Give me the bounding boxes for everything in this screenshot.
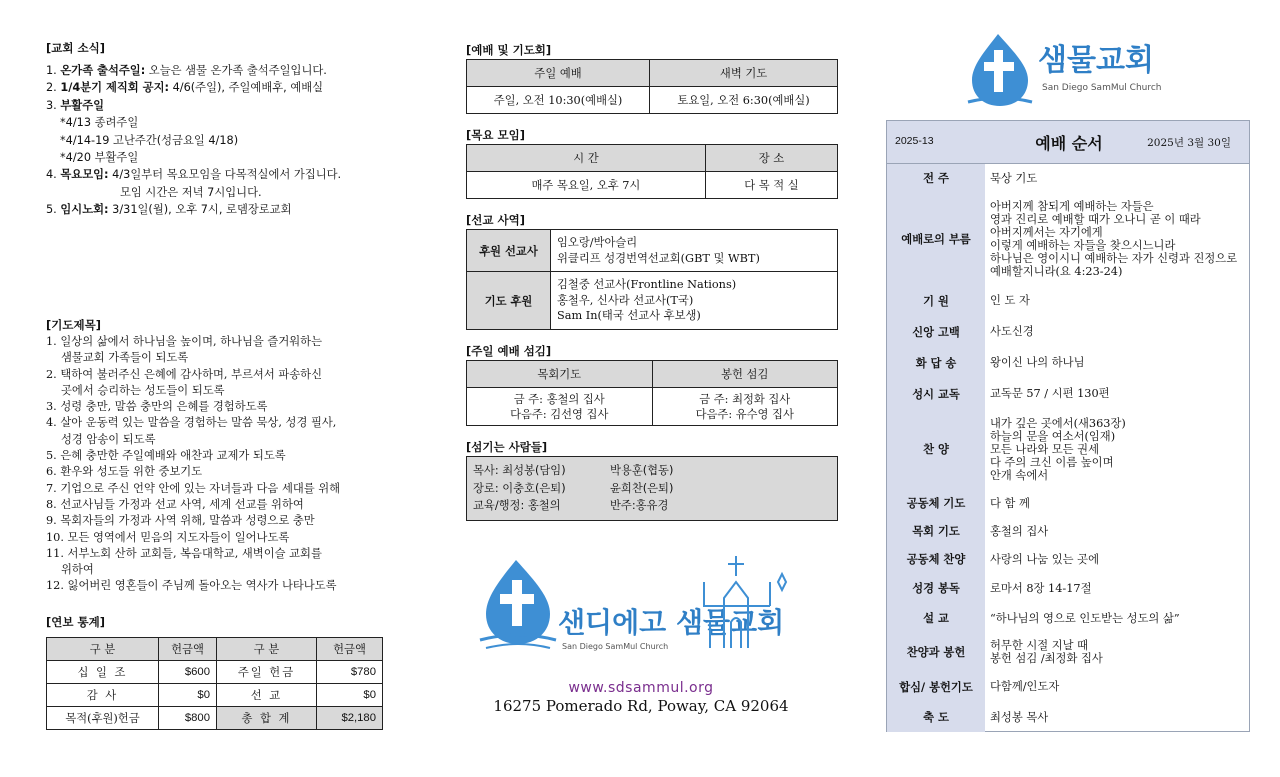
table-row — [467, 87, 838, 114]
prayer-item: 10. 모든 영역에서 믿음의 지도자들이 일어나도록 — [46, 530, 290, 544]
table-header: 헌금액 — [159, 638, 217, 661]
order-row — [887, 517, 1249, 545]
news-item: 3. 부활주일 — [46, 98, 105, 112]
logo-korean-text: 샘물교회 — [1038, 43, 1154, 78]
news-item: 4. 목요모임: 4/3일부터 목요모임을 다목적실에서 가집니다. — [46, 168, 342, 182]
prayer-heading: [기도제목] — [46, 318, 101, 332]
order-row — [887, 545, 1249, 573]
news-item-cont: 모임 시간은 저녁 7시입니다. — [120, 185, 262, 199]
order-value: 묵상 기도 — [990, 171, 1038, 185]
list-item: 목사: 최성봉(담임) 박용훈(협동) — [473, 464, 674, 477]
table-row — [467, 172, 838, 199]
prayer-item-cont: 곳에서 승리하는 성도들이 되도록 — [61, 383, 225, 397]
table-cell: $800 — [159, 707, 217, 730]
offering-heading: [연보 통계] — [46, 615, 105, 629]
order-label: 성경 봉독 — [887, 573, 985, 603]
news-item: 2. 1/4분기 제직회 공지: 4/6(주일), 주일예배후, 예배실 — [46, 81, 324, 95]
table-row — [467, 230, 838, 272]
order-value: 내가 깊은 곳에서(새363장) 하늘의 문을 여소서(임재) 모든 나라와 모든 권세 다 주의 크신 이름 높이며 안개 속에서 — [990, 416, 1126, 482]
prayer-item: 11. 서부노회 산하 교회들, 복음대학교, 새벽이슬 교회를 — [46, 546, 322, 560]
order-value: 사도신경 — [990, 325, 1034, 338]
logo-korean-text: 샌디에고 샘물교회 — [558, 606, 785, 639]
prayer-support-line: 홍철우, 신사라 선교사(T국) — [557, 293, 694, 307]
order-value: 로마서 8장 14-17절 — [990, 581, 1092, 595]
order-label: 축 도 — [887, 702, 985, 732]
order-row — [887, 633, 1249, 671]
order-row — [887, 573, 1249, 603]
table-header: 헌금액 — [317, 638, 383, 661]
church-address: 16275 Pomerado Rd, Poway, CA 92064 — [493, 697, 789, 715]
offering-section — [46, 614, 383, 730]
table-row — [47, 707, 383, 730]
table-header: 장 소 — [705, 145, 837, 172]
table-cell: $0 — [159, 684, 217, 707]
logo-english-text: San Diego SamMul Church — [562, 642, 669, 651]
table-cell: 금 주: 홍철의 집사 다음주: 김선영 집사 — [467, 388, 653, 426]
order-label: 목회 기도 — [887, 517, 985, 545]
table-cell: 감 사 — [47, 684, 159, 707]
sunday-service-table — [466, 360, 838, 426]
order-value: 다함께/인도자 — [990, 680, 1060, 693]
prayer-support-line: Sam In(태국 선교사 후보생) — [557, 309, 701, 323]
website-link[interactable]: www.sdsammul.org — [568, 680, 714, 696]
table-header: 새벽 기도 — [650, 60, 838, 87]
table-header: 목회기도 — [467, 361, 653, 388]
easter-sub-item: *4/20 부활주일 — [60, 151, 139, 165]
prayer-support-label: 기도 후원 — [467, 272, 551, 330]
prayer-item-cont: 샘물교회 가족들이 되도록 — [61, 351, 189, 365]
easter-sub-item: *4/14-19 고난주간(성금요일 4/18) — [60, 133, 239, 147]
order-value: 허무한 시절 지날 때 봉헌 섬김 /최정화 집사 — [990, 639, 1103, 665]
news-item: 5. 임시노회: 3/31일(월), 오후 7시, 로뎀장로교회 — [46, 203, 292, 217]
table-cell: $0 — [317, 684, 383, 707]
order-label: 찬양과 봉헌 — [887, 633, 985, 671]
news-item: 1. 온가족 출석주일: 오늘은 샘물 온가족 출석주일입니다. — [46, 64, 327, 77]
table-cell: $2,180 — [317, 707, 383, 730]
table-header: 구 분 — [47, 638, 159, 661]
order-row — [887, 347, 1249, 378]
table-cell: 주일 헌금 — [217, 661, 317, 684]
water-drop-cross-icon — [480, 560, 556, 648]
prayer-item: 4. 살아 운동력 있는 말씀을 경험하는 말씀 묵상, 성경 필사, — [46, 416, 337, 430]
table-row — [47, 684, 383, 707]
order-value: 최성봉 목사 — [990, 710, 1049, 724]
order-row — [887, 489, 1249, 517]
worship-order-header — [887, 121, 1249, 164]
order-row — [887, 285, 1249, 316]
table-row — [467, 60, 838, 87]
order-row — [887, 671, 1249, 702]
table-row — [47, 638, 383, 661]
order-value: 사랑의 나눔 있는 곳에 — [990, 552, 1099, 566]
order-label: 신앙 고백 — [887, 316, 985, 347]
news-heading: [교회 소식] — [46, 41, 105, 55]
order-value: “하나님의 영으로 인도받는 성도의 삶” — [990, 611, 1180, 625]
worship-order-list — [887, 164, 1249, 732]
worship-order-panel — [886, 120, 1250, 732]
thursday-table — [466, 144, 838, 199]
worship-order-title: 예배 순서 — [1035, 134, 1103, 153]
table-row — [47, 661, 383, 684]
worship-table — [466, 59, 838, 114]
order-label: 설 교 — [887, 603, 985, 633]
order-value: 교독문 57 / 시편 130편 — [990, 387, 1110, 400]
bulletin-date: 2025년 3월 30일 — [1147, 137, 1231, 149]
order-label: 공동체 찬양 — [887, 545, 985, 573]
order-label: 기 원 — [887, 285, 985, 316]
table-cell: 매주 목요일, 오후 7시 — [467, 172, 706, 199]
thursday-heading: [목요 모임] — [466, 128, 525, 142]
middle-column — [466, 42, 840, 521]
logo-english-text: San Diego SamMul Church — [1042, 83, 1162, 93]
table-cell: $600 — [159, 661, 217, 684]
prayer-item: 6. 환우와 성도들 위한 중보기도 — [46, 465, 203, 479]
left-column — [46, 40, 396, 725]
prayer-item: 12. 잃어버린 영혼들이 주님께 돌아오는 역사가 나타나도록 — [46, 579, 337, 593]
news-list — [46, 62, 396, 219]
prayer-section — [46, 317, 406, 595]
table-row — [467, 388, 838, 426]
table-cell: 주일, 오전 10:30(예배실) — [467, 87, 650, 114]
order-row — [887, 702, 1249, 732]
easter-sub-item: *4/13 종려주일 — [60, 116, 139, 130]
order-label: 화 답 송 — [887, 347, 985, 378]
table-cell: 금 주: 최정화 집사 다음주: 유수영 집사 — [652, 388, 838, 426]
table-cell: 다 목 적 실 — [705, 172, 837, 199]
order-row — [887, 192, 1249, 285]
order-value: 왕이신 나의 하나님 — [990, 356, 1085, 369]
prayer-item-cont: 성경 암송이 되도록 — [61, 432, 156, 446]
table-row — [467, 272, 838, 330]
servers-box — [466, 456, 838, 521]
order-row — [887, 409, 1249, 489]
order-value: 아버지께 참되게 예배하는 자들은 영과 진리로 예배할 때가 오나니 곧 이 때라 아버지께서는 자기에게 이렇게 예배하는 자들을 찾으시느니라 하나님은 영이시니 예배하는 자가 신령과 진정으로 예배할지니라(요 4:23-24) — [990, 199, 1238, 278]
prayer-item: 9. 목회자들의 가정과 사역 위해, 말씀과 성령으로 충만 — [46, 514, 315, 528]
table-row — [467, 361, 838, 388]
church-logo-header — [966, 30, 1196, 110]
order-label: 합심/ 봉헌기도 — [887, 671, 985, 702]
list-item: 장로: 이충호(은퇴) 윤희찬(은퇴) — [473, 481, 674, 495]
table-cell: 총 합 계 — [217, 707, 317, 730]
worship-heading: [예배 및 기도회] — [466, 43, 552, 57]
prayer-item: 8. 선교사님들 가정과 선교 사역, 세계 선교를 위하여 — [46, 497, 304, 511]
order-value: 다 함 께 — [990, 496, 1030, 510]
prayer-item: 2. 택하여 불러주신 은혜에 감사하며, 부르셔서 파송하신 — [46, 367, 322, 381]
bulletin-number: 2025-13 — [895, 135, 934, 147]
prayer-item: 5. 은혜 충만한 주일예배와 애찬과 교제가 되도록 — [46, 449, 286, 463]
table-cell: 선 교 — [217, 684, 317, 707]
mission-heading: [선교 사역] — [466, 213, 525, 227]
order-value: 홍철의 집사 — [990, 524, 1049, 538]
table-cell: $780 — [317, 661, 383, 684]
table-header: 구 분 — [217, 638, 317, 661]
table-header: 주일 예배 — [467, 60, 650, 87]
church-logo-large — [478, 552, 798, 662]
table-cell: 목적(후원)헌금 — [47, 707, 159, 730]
order-row — [887, 378, 1249, 409]
prayer-item-cont: 위하여 — [61, 563, 94, 577]
prayer-support-line: 김철중 선교사(Frontline Nations) — [557, 278, 737, 292]
table-header: 봉헌 섬김 — [652, 361, 838, 388]
order-label: 공동체 기도 — [887, 489, 985, 517]
prayer-item: 3. 성령 충만, 말씀 충만의 은혜를 경험하도록 — [46, 400, 268, 414]
order-row — [887, 316, 1249, 347]
support-line: 위클리프 성경번역선교회(GBT 및 WBT) — [557, 251, 760, 265]
table-cell — [551, 272, 838, 330]
order-value: 인 도 자 — [990, 294, 1030, 307]
offering-table — [46, 637, 383, 730]
support-line: 임오랑/박아슬리 — [557, 236, 638, 249]
order-label: 예배로의 부름 — [887, 192, 985, 285]
table-row — [467, 145, 838, 172]
list-item: 교육/행정: 홍철의 반주:홍유경 — [473, 499, 669, 512]
order-label: 찬 양 — [887, 409, 985, 489]
sunday-service-heading: [주일 예배 섬김] — [466, 344, 552, 358]
support-label: 후원 선교사 — [467, 230, 551, 272]
mission-table — [466, 229, 838, 330]
order-label: 전 주 — [887, 164, 985, 192]
order-row — [887, 164, 1249, 192]
table-header: 시 간 — [467, 145, 706, 172]
table-cell: 토요일, 오전 6:30(예배실) — [650, 87, 838, 114]
order-label: 성시 교독 — [887, 378, 985, 409]
prayer-item: 1. 일상의 삶에서 하나님을 높이며, 하나님을 즐거워하는 — [46, 335, 322, 348]
prayer-list — [46, 334, 406, 595]
prayer-item: 7. 기업으로 주신 언약 안에 있는 자녀들과 다음 세대를 위해 — [46, 481, 341, 495]
water-drop-cross-icon — [968, 34, 1032, 106]
servers-heading: [섬기는 사람들] — [466, 440, 548, 454]
order-row — [887, 603, 1249, 633]
table-cell — [551, 230, 838, 272]
table-cell: 십 일 조 — [47, 661, 159, 684]
